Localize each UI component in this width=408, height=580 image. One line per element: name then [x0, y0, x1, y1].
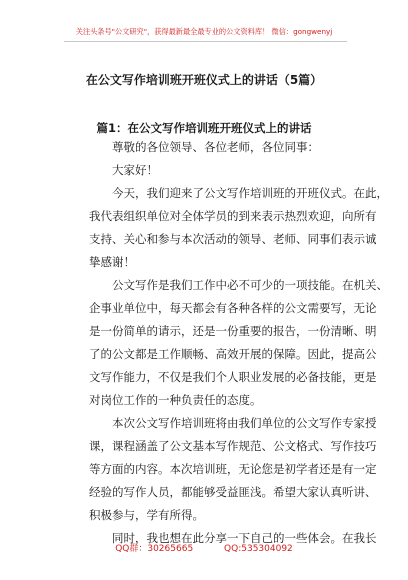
document-body [89, 136, 388, 550]
document-title: 在公文写作培训班开班仪式上的讲话（5篇） [85, 73, 323, 87]
paragraph-line: 大家好！ [112, 163, 158, 177]
paragraph-line: 企事业单位中，每天都会有各种各样的公文需要写，无论 [89, 301, 377, 315]
paragraph-line: 文写作能力，不仅是我们个人职业发展的必备技能，更是 [89, 370, 377, 384]
footer-qq-number: QQ:535304092 [224, 544, 293, 554]
paragraph-line: 了的公文都是工作顺畅、高效开展的保障。因此，提高公 [89, 347, 377, 361]
paragraph-line: 同时，我也想在此分享一下自己的一些体会。在我长 [112, 531, 377, 545]
paragraph-line: 经验的写作人员，都能够受益匪浅。希望大家认真听讲、 [89, 485, 377, 499]
footer-qq-group: QQ群：30265665 [115, 544, 194, 554]
section-title: 篇1：在公文写作培训班开班仪式上的讲话 [96, 121, 312, 135]
paragraph-line: 本次公文写作培训班将由我们单位的公文写作专家授 [112, 416, 377, 430]
footer-contact [0, 541, 408, 554]
paragraph-line: 尊敬的各位领导、各位老师，各位同事： [112, 140, 319, 154]
paragraph-line: 我代表组织单位对全体学员的到来表示热烈欢迎，向所有 [89, 209, 377, 223]
paragraph-line: 积极参与，学有所得。 [89, 508, 204, 522]
paragraph-line: 公文写作是我们工作中必不可少的一项技能。在机关、 [112, 278, 388, 292]
paragraph-line: 等方面的内容。本次培训班，无论您是初学者还是有一定 [89, 462, 377, 476]
paragraph-line: 支持、关心和参与本次活动的领导、老师、同事们表示诚 [89, 232, 377, 246]
paragraph-line: 今天，我们迎来了公文写作培训班的开班仪式。在此， [112, 186, 388, 200]
paragraph-line: 对岗位工作的一种负责任的态度。 [89, 393, 262, 407]
paragraph-line: 课，课程涵盖了公文基本写作规范、公文格式、写作技巧 [89, 439, 377, 453]
paragraph-line: 是一份简单的请示，还是一份重要的报告，一份清晰、明 [89, 324, 377, 338]
header-divider [64, 41, 347, 42]
paragraph-line: 挚感谢！ [89, 255, 135, 269]
header-notice: 关注头条号"公文研究"，获得最新最全最专业的公文资料库！ 微信：gongwenyj [75, 27, 333, 36]
